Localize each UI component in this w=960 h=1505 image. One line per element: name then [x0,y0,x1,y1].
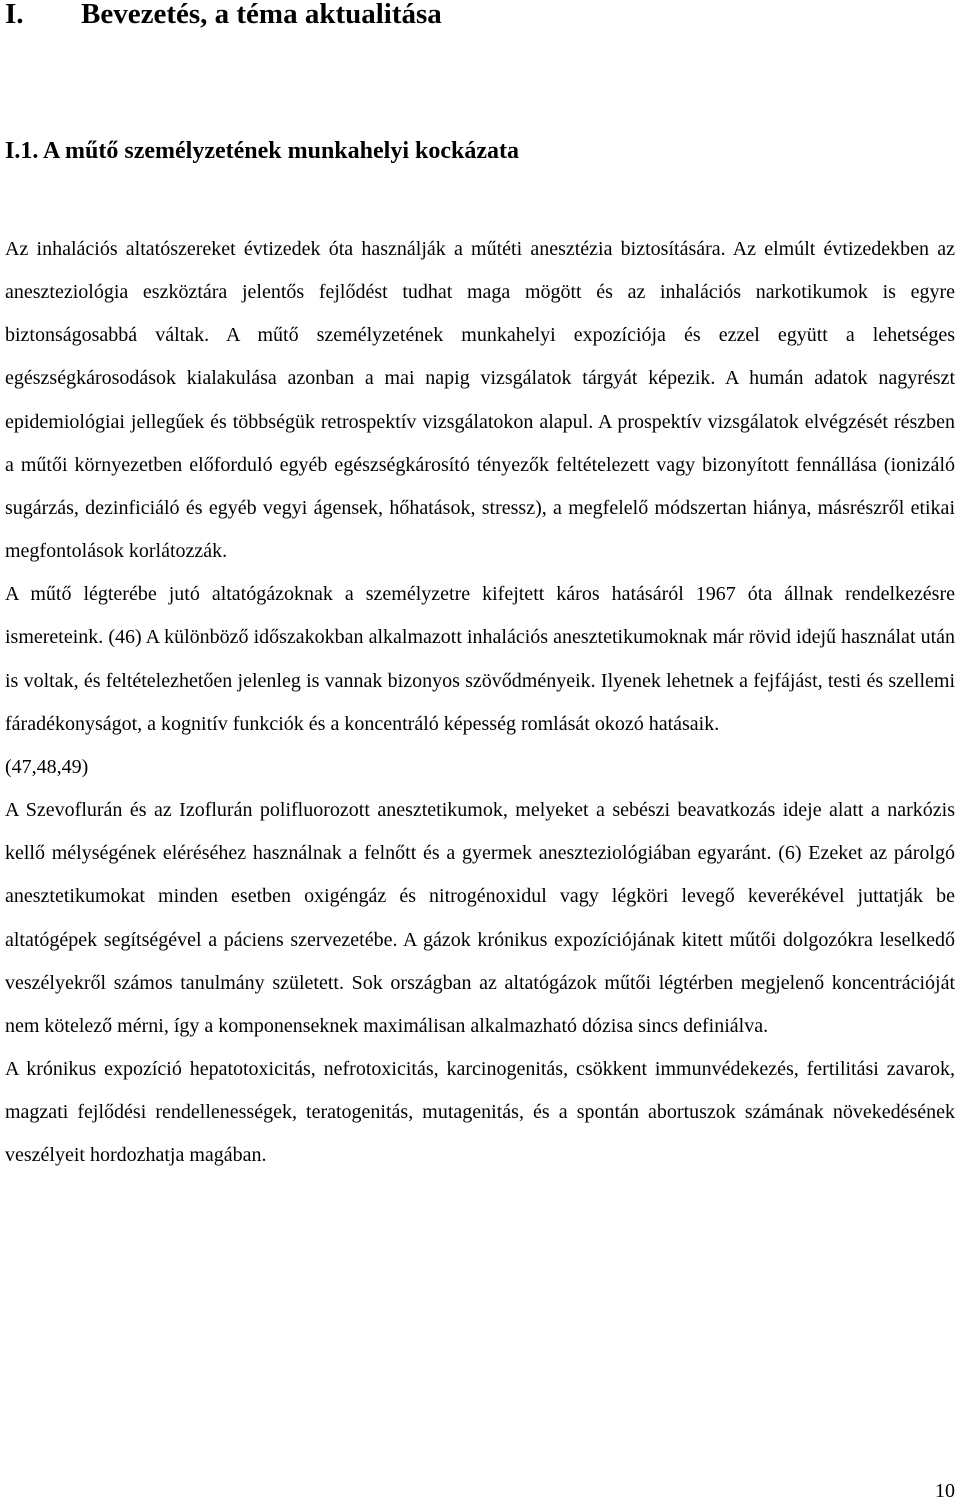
page-number: 10 [935,1480,955,1502]
paragraph: A műtő légterébe jutó altatógázoknak a személyzetre kifejtett káros hatásáról 1967 óta állnak rendelkezésre ismereteink. (46) A különböző időszakokban alkalmazott inhalációs anesztetikumoknak már rövid idejű használat után is voltak, és feltételezhetően jelenleg is vannak bizonyos szövődményeik. Ilyenek lehetnek a fejfájást, testi és szellemi fáradékonyságot, a kognitív funkciók és a koncentráló képesség romlását okozó hatásaik. [5,583,955,735]
paragraph: (47,48,49) [5,755,89,778]
body-text [5,228,955,1177]
chapter-number: I. [5,0,24,30]
chapter-title: Bevezetés, a téma aktualitása [81,0,442,30]
paragraph: A krónikus expozíció hepatotoxicitás, nefrotoxicitás, karcinogenitás, csökkent immunvédekezés, fertilitási zavarok, magzati fejlődési rendellenességek, teratogenitás, mutagenitás, és a spontán abortuszok számának növekedésének veszélyeit hordozhatja magában. [5,1057,955,1167]
section-heading: I.1. A műtő személyzetének munkahelyi kockázata [5,138,519,164]
paragraph: Az inhalációs altatószereket évtizedek óta használják a műtéti anesztézia biztosítására. Az elmúlt évtizedekben az aneszteziológia eszköztára jelentős fejlődést tudhat maga mögött és az inhalációs narkotikumok is egyre biztonságosabbá váltak. A műtő személyzetének munkahelyi expozíciója és ezzel együtt a lehetséges egészségkárosodások kialakulása azonban a mai napig vizsgálatok tárgyát képezik. A humán adatok nagyrészt epidemiológiai jellegűek és többségük retrospektív vizsgálatokon alapul. A prospektív vizsgálatok elvégzését részben a műtői környezetben előforduló egyéb egészségkárosító tényezők feltételezett vagy bizonyított fennállása (ionizáló sugárzás, dezinficiáló és egyéb vegyi ágensek, hőhatások, stressz), a megfelelő módszertan hiánya, másrészről etikai megfontolások korlátozzák. [5,238,955,563]
chapter-heading [5,0,442,34]
paragraph: A Szevoflurán és az Izoflurán polifluorozott anesztetikumok, melyeket a sebészi beavatkozás ideje alatt a narkózis kellő mélységének eléréséhez használnak a felnőtt és a gyermek aneszteziológiában egyaránt. (6) Ezeket az párolgó anesztetikumokat minden esetben oxigéngáz és nitrogénoxidul vagy légköri levegő keverékével juttatják be altatógépek segítségével a páciens szervezetébe. A gázok krónikus expozíciójának kitett műtői dolgozókra leselkedő veszélyekről számos tanulmány született. Sok országban az altatógázok műtői légtérben megjelenő koncentrációját nem kötelező mérni, így a komponenseknek maximálisan alkalmazható dózisa sincs definiálva. [5,799,955,1037]
